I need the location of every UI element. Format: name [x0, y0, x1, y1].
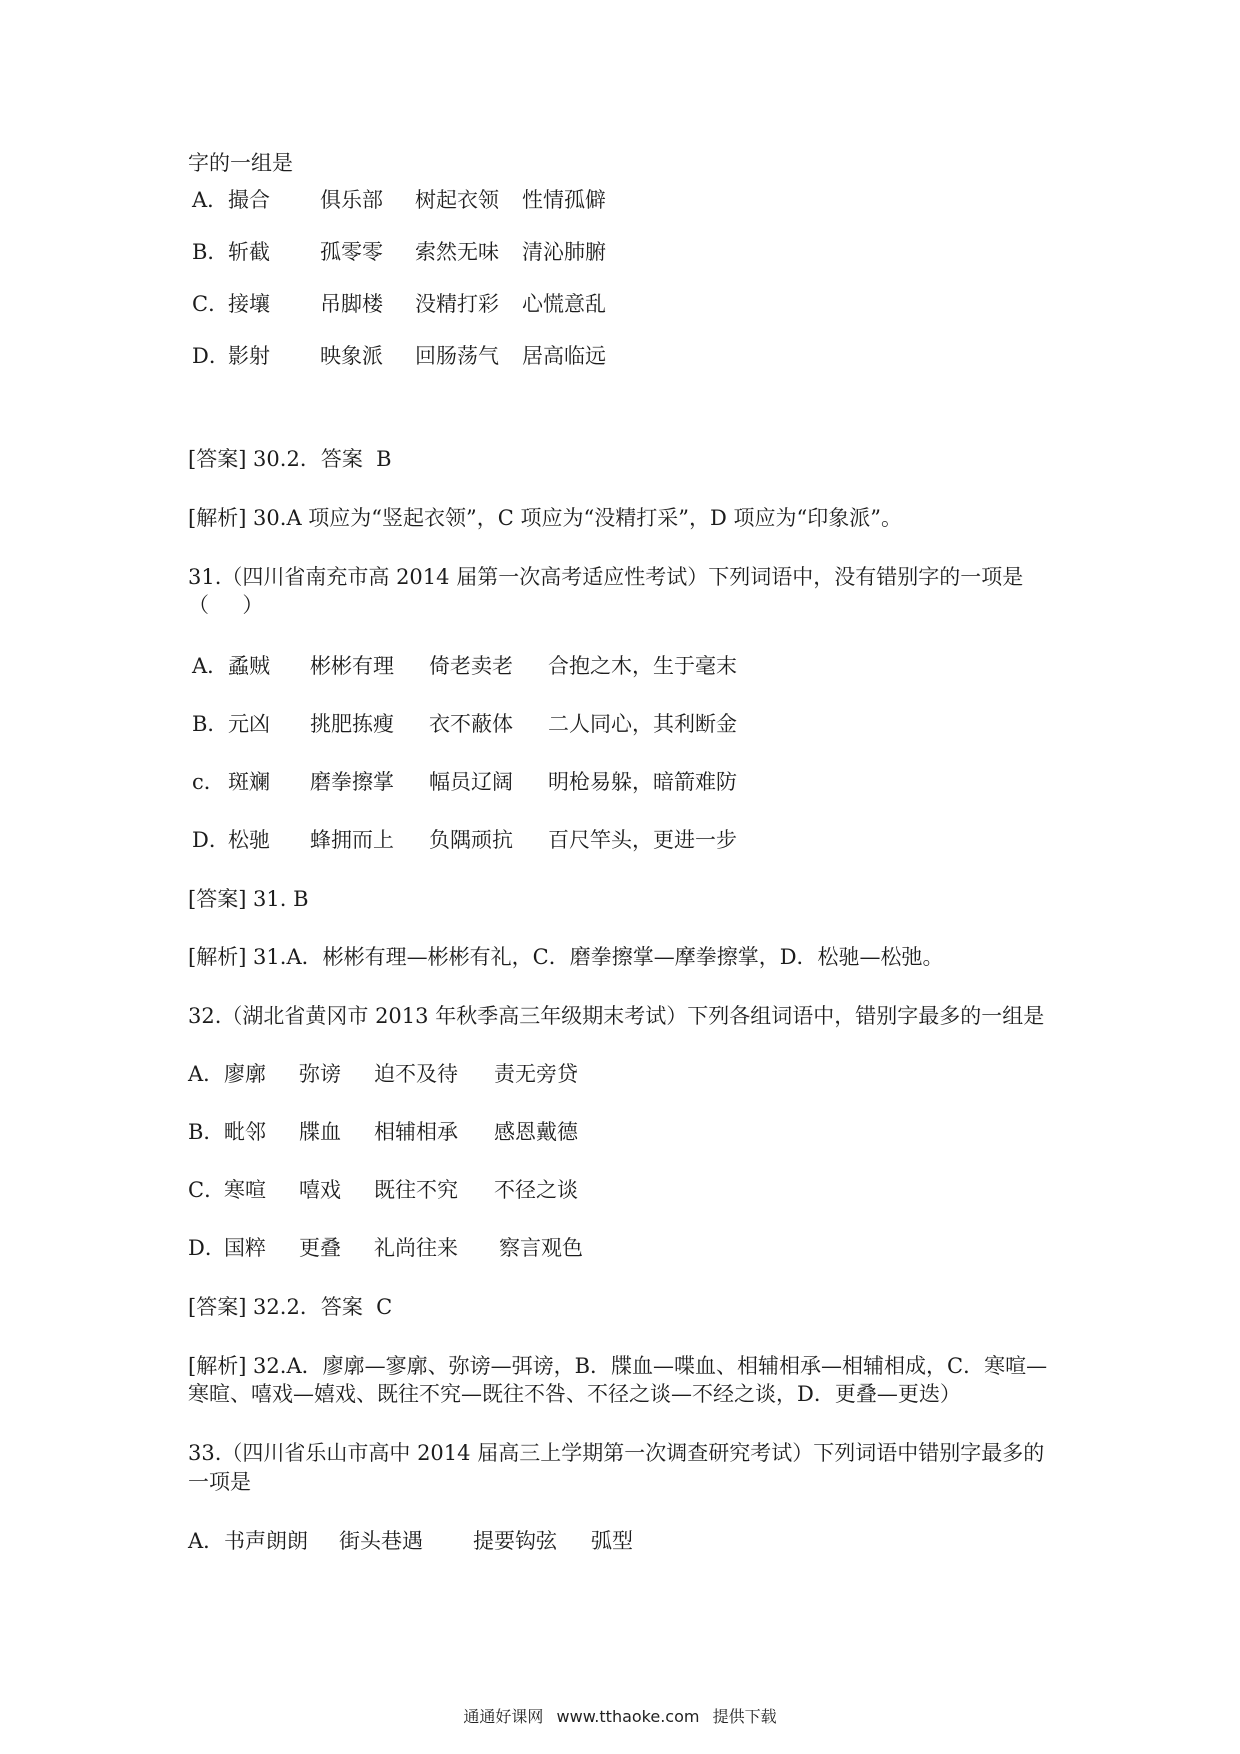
q31-stem-line-1: 31.（四川省南充市高 2014 届第一次高考适应性考试）下列词语中，没有错别字的一项是 — [188, 565, 1024, 589]
q31-answer: [答案] 31. B — [188, 887, 309, 911]
q33-option-a: A．书声朗朗 街头巷遇 提要钩弦 弧型 — [188, 1529, 633, 1553]
q30-option-a: A．撮合 俱乐部 树起衣领 性情孤僻 — [192, 188, 606, 212]
footer-url-link[interactable]: www.tthaoke.com — [556, 1707, 700, 1726]
q31-option-a: A．蟊贼 彬彬有理 倚老卖老 合抱之木，生于毫末 — [192, 654, 737, 678]
footer-site-name: 通通好课网 — [463, 1707, 544, 1726]
q30-explanation: [解析] 30.A 项应为“竖起衣领”，C 项应为“没精打采”，D 项应为“印象派”。 — [188, 506, 902, 530]
q30-answer: [答案] 30.2．答案 B — [188, 447, 392, 471]
q31-option-d: D．松驰 蜂拥而上 负隅顽抗 百尺竿头，更进一步 — [192, 828, 737, 852]
page-footer — [0, 1706, 1240, 1728]
q32-explanation-line-1: [解析] 32.A．廖廓—寥廓、弥谤—弭谤，B．牒血—喋血、相辅相承—相辅相成，C．寒喧— — [188, 1354, 1048, 1378]
q30-option-b: B．斩截 孤零零 索然无味 清沁肺腑 — [192, 240, 606, 264]
q32-option-d: D．国粹 更叠 礼尚往来 察言观色 — [188, 1236, 583, 1260]
q31-stem-line-2: （ ） — [188, 593, 264, 617]
q33-stem-line-1: 33.（四川省乐山市高中 2014 届高三上学期第一次调查研究考试）下列词语中错别字最多的 — [188, 1441, 1045, 1465]
q32-option-c: C．寒喧 嘻戏 既往不究 不径之谈 — [188, 1178, 578, 1202]
q31-option-b: B．元凶 挑肥拣瘦 衣不蔽体 二人同心，其利断金 — [192, 712, 737, 736]
q32-option-b: B．毗邻 牒血 相辅相承 感恩戴德 — [188, 1120, 578, 1144]
footer-suffix: 提供下载 — [712, 1707, 777, 1726]
q31-option-c: c． 斑斓 磨拳擦掌 幅员辽阔 明枪易躲，暗箭难防 — [192, 770, 737, 794]
q33-stem-line-2: 一项是 — [188, 1470, 251, 1494]
q31-explanation: [解析] 31.A．彬彬有理—彬彬有礼，C．磨拳擦掌—摩拳擦掌，D．松驰—松弛。 — [188, 945, 944, 969]
q32-stem: 32.（湖北省黄冈市 2013 年秋季高三年级期末考试）下列各组词语中，错别字最多的一组是 — [188, 1004, 1045, 1028]
q32-option-a: A．廖廓 弥谤 迫不及待 责无旁贷 — [188, 1062, 578, 1086]
q32-explanation-line-2: 寒暄、嘻戏—嬉戏、既往不究—既往不咎、不径之谈—不经之谈，D．更叠—更迭） — [188, 1382, 961, 1406]
intro-line: 字的一组是 — [188, 151, 293, 175]
q32-answer: [答案] 32.2．答案 C — [188, 1295, 393, 1319]
q30-option-c: C．接壤 吊脚楼 没精打彩 心慌意乱 — [192, 292, 606, 316]
q30-option-d: D．影射 映象派 回肠荡气 居高临远 — [192, 344, 606, 368]
